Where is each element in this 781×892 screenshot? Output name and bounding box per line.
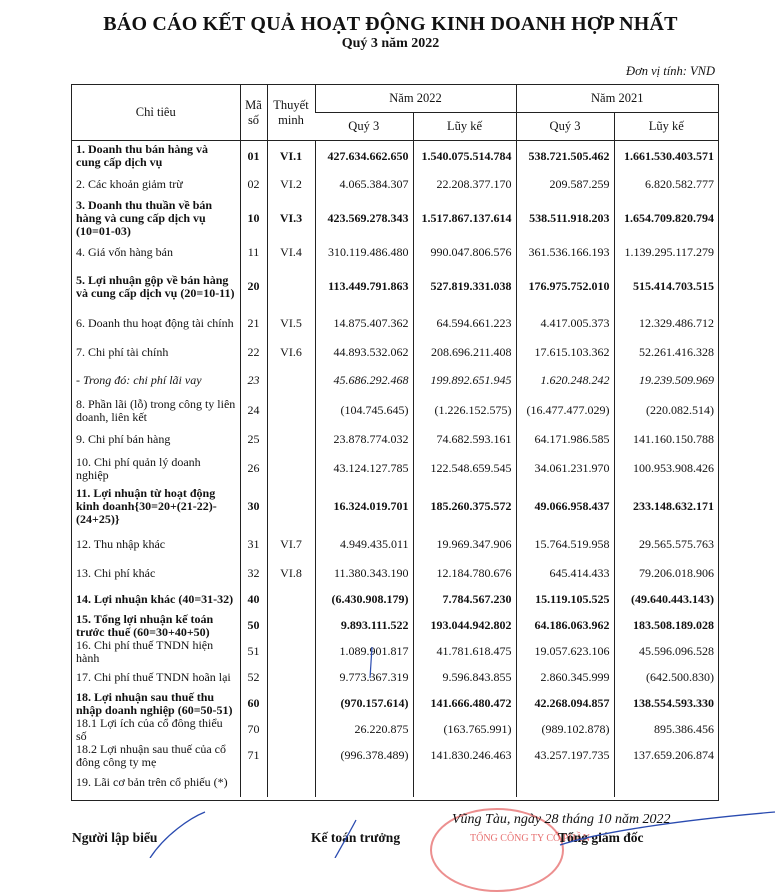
row-code: 70 [240, 717, 267, 743]
row-ytd-2021-value: (49.640.443.143) [614, 587, 718, 613]
row-q3-2022-value: 310.119.486.480 [315, 240, 413, 266]
row-q3-2021-value: 4.417.005.373 [516, 308, 614, 340]
row-ytd-2022-value: 208.696.211.408 [413, 340, 516, 366]
signing-date: Vũng Tàu, ngày 28 tháng 10 năm 2022 [452, 812, 671, 827]
row-q3-2021-value: 1.620.248.242 [516, 366, 614, 395]
row-q3-2021-value: 19.057.623.106 [516, 639, 614, 665]
row-ytd-2022-value: 74.682.593.161 [413, 427, 516, 453]
row-ytd-2021-value: 52.261.416.328 [614, 340, 718, 366]
row-ytd-2022-value: 141.830.246.463 [413, 743, 516, 769]
chief-accountant-label: Kế toán trưởng [311, 830, 401, 845]
row-note: VI.2 [267, 172, 315, 198]
stamp-text: TỔNG CÔNG TY CỔ PHẦN [470, 833, 591, 844]
row-indicator-name: 19. Lãi cơ bản trên cổ phiếu (*) [76, 775, 228, 789]
row-q3-2021-value: 2.860.345.999 [516, 665, 614, 691]
report-subtitle: Quý 3 năm 2022 [341, 36, 440, 51]
director-label: Tổng giám đốc [558, 830, 644, 845]
row-ytd-2021-value: (220.082.514) [614, 395, 718, 427]
row-q3-2022-value: 16.324.019.701 [315, 485, 413, 529]
row-ytd-2021-value [614, 769, 718, 797]
row-q3-2021-value: 43.257.197.735 [516, 743, 614, 769]
row-ytd-2021-value: 29.565.575.763 [614, 529, 718, 561]
row-q3-2022-value: 4.949.435.011 [315, 529, 413, 561]
row-q3-2022-value: 427.634.662.650 [315, 141, 413, 172]
table-row [72, 366, 718, 395]
table-row [72, 691, 718, 717]
row-ytd-2021-value: 141.160.150.788 [614, 427, 718, 453]
row-note: VI.3 [267, 198, 315, 240]
row-code: 02 [240, 172, 267, 198]
header-year-2022: Năm 2022 [315, 85, 516, 113]
table-row [72, 308, 718, 340]
preparer-label: Người lập biểu [72, 830, 158, 845]
row-code: 51 [240, 639, 267, 665]
row-q3-2022-value: 45.686.292.468 [315, 366, 413, 395]
row-code: 11 [240, 240, 267, 266]
row-indicator-name: 12. Thu nhập khác [76, 537, 166, 551]
row-indicator-name: 8. Phần lãi (lỗ) trong công ty liên doanh, liên kết [76, 396, 236, 424]
row-note [267, 717, 315, 743]
row-ytd-2021-value: 183.508.189.028 [614, 613, 718, 639]
row-code: 23 [240, 366, 267, 395]
row-ytd-2022-value: 64.594.661.223 [413, 308, 516, 340]
table-row [72, 427, 718, 453]
row-ytd-2021-value: 45.596.096.528 [614, 639, 718, 665]
row-note [267, 769, 315, 797]
row-ytd-2021-value: 137.659.206.874 [614, 743, 718, 769]
row-ytd-2021-value: 19.239.509.969 [614, 366, 718, 395]
row-ytd-2022-value: 41.781.618.475 [413, 639, 516, 665]
row-q3-2022-value [315, 769, 413, 797]
row-code: 60 [240, 691, 267, 717]
table-row [72, 141, 718, 172]
row-note [267, 485, 315, 529]
row-code: 31 [240, 529, 267, 561]
row-indicator-name: 7. Chi phí tài chính [76, 345, 169, 359]
row-ytd-2021-value: 1.661.530.403.571 [614, 141, 718, 172]
row-q3-2022-value: 1.089.901.817 [315, 639, 413, 665]
row-code: 21 [240, 308, 267, 340]
row-note [267, 587, 315, 613]
row-indicator-name: 1. Doanh thu bán hàng và cung cấp dịch vụ [76, 142, 209, 170]
table-row [72, 639, 718, 665]
row-indicator-name: - Trong đó: chi phí lãi vay [76, 372, 202, 387]
header-q3-2022: Quý 3 [315, 113, 413, 141]
row-ytd-2021-value: 895.386.456 [614, 717, 718, 743]
row-code: 01 [240, 141, 267, 172]
row-indicator-name: 18.2 Lợi nhuận sau thuế của cổ đông công ty mẹ [76, 741, 226, 769]
row-q3-2022-value: 9.893.111.522 [315, 613, 413, 639]
row-code: 22 [240, 340, 267, 366]
row-code: 24 [240, 395, 267, 427]
row-ytd-2022-value: 199.892.651.945 [413, 366, 516, 395]
row-note [267, 743, 315, 769]
row-ytd-2022-value: 185.260.375.572 [413, 485, 516, 529]
row-q3-2022-value: 423.569.278.343 [315, 198, 413, 240]
row-code: 52 [240, 665, 267, 691]
table-row [72, 395, 718, 427]
table-row [72, 561, 718, 587]
row-q3-2021-value: 209.587.259 [516, 172, 614, 198]
row-note [267, 453, 315, 485]
row-ytd-2021-value: 1.654.709.820.794 [614, 198, 718, 240]
income-statement-table-frame [71, 84, 719, 801]
row-code: 26 [240, 453, 267, 485]
row-ytd-2022-value: 990.047.806.576 [413, 240, 516, 266]
row-q3-2022-value: (104.745.645) [315, 395, 413, 427]
row-code: 25 [240, 427, 267, 453]
table-row [72, 340, 718, 366]
table-row [72, 172, 718, 198]
row-ytd-2022-value: 1.517.867.137.614 [413, 198, 516, 240]
row-indicator-name: 14. Lợi nhuận khác (40=31-32) [76, 592, 234, 606]
row-q3-2022-value: 26.220.875 [315, 717, 413, 743]
row-note: VI.4 [267, 240, 315, 266]
header-code: Mã số [240, 85, 267, 141]
row-indicator-name: 11. Lợi nhuận từ hoạt động kinh doanh{30=20+(21-22)-(24+25)} [76, 486, 217, 526]
row-q3-2022-value: 23.878.774.032 [315, 427, 413, 453]
row-q3-2021-value: (16.477.477.029) [516, 395, 614, 427]
row-ytd-2022-value: 141.666.480.472 [413, 691, 516, 717]
row-ytd-2022-value: (163.765.991) [413, 717, 516, 743]
row-ytd-2022-value: 9.596.843.855 [413, 665, 516, 691]
row-q3-2021-value: (989.102.878) [516, 717, 614, 743]
row-q3-2022-value: (6.430.908.179) [315, 587, 413, 613]
row-q3-2021-value: 64.171.986.585 [516, 427, 614, 453]
row-indicator-name: 18. Lợi nhuận sau thuế thu nhập doanh nghiệp (60=50-51) [76, 689, 233, 717]
table-row [72, 485, 718, 529]
row-code: 10 [240, 198, 267, 240]
header-indicator: Chỉ tiêu [72, 85, 240, 141]
row-ytd-2021-value: 138.554.593.330 [614, 691, 718, 717]
row-q3-2021-value: 15.764.519.958 [516, 529, 614, 561]
row-ytd-2022-value: 527.819.331.038 [413, 266, 516, 308]
row-q3-2021-value: 538.511.918.203 [516, 198, 614, 240]
row-code: 40 [240, 587, 267, 613]
row-q3-2021-value: 538.721.505.462 [516, 141, 614, 172]
row-indicator-name: 3. Doanh thu thuần về bán hàng và cung cấp dịch vụ (10=01-03) [76, 198, 213, 238]
table-row [72, 743, 718, 769]
row-code: 32 [240, 561, 267, 587]
table-row [72, 587, 718, 613]
row-code [240, 769, 267, 797]
row-note [267, 266, 315, 308]
table-row [72, 240, 718, 266]
row-ytd-2021-value: 1.139.295.117.279 [614, 240, 718, 266]
header-year-2021: Năm 2021 [516, 85, 718, 113]
row-q3-2022-value: 4.065.384.307 [315, 172, 413, 198]
row-note: VI.7 [267, 529, 315, 561]
row-ytd-2021-value: 79.206.018.906 [614, 561, 718, 587]
row-note: VI.1 [267, 141, 315, 172]
row-q3-2022-value: 14.875.407.362 [315, 308, 413, 340]
row-ytd-2022-value: 12.184.780.676 [413, 561, 516, 587]
row-q3-2021-value: 645.414.433 [516, 561, 614, 587]
row-code: 71 [240, 743, 267, 769]
row-ytd-2022-value: 122.548.659.545 [413, 453, 516, 485]
row-q3-2022-value: 11.380.343.190 [315, 561, 413, 587]
row-q3-2022-value: (970.157.614) [315, 691, 413, 717]
row-q3-2021-value: 17.615.103.362 [516, 340, 614, 366]
table-row [72, 529, 718, 561]
header-ytd-2021: Lũy kế [614, 113, 718, 141]
income-statement-table [72, 85, 718, 797]
row-ytd-2022-value: 19.969.347.906 [413, 529, 516, 561]
row-indicator-name: 15. Tổng lợi nhuận kế toán trước thuế (60=30+40+50) [76, 611, 214, 639]
header-ytd-2022: Lũy kế [413, 113, 516, 141]
table-row [72, 266, 718, 308]
row-ytd-2022-value: 7.784.567.230 [413, 587, 516, 613]
row-q3-2021-value: 49.066.958.437 [516, 485, 614, 529]
row-q3-2022-value: 43.124.127.785 [315, 453, 413, 485]
row-indicator-name: 2. Các khoản giảm trừ [76, 177, 183, 191]
table-row [72, 769, 718, 797]
row-ytd-2022-value: 1.540.075.514.784 [413, 141, 516, 172]
row-note [267, 427, 315, 453]
row-q3-2021-value: 15.119.105.525 [516, 587, 614, 613]
row-indicator-name: 5. Lợi nhuận gộp về bán hàng và cung cấp dịch vụ (20=10-11) [76, 272, 235, 300]
row-indicator-name: 16. Chi phí thuế TNDN hiện hành [76, 637, 214, 665]
row-q3-2022-value: (996.378.489) [315, 743, 413, 769]
table-row [72, 717, 718, 743]
row-note: VI.6 [267, 340, 315, 366]
row-ytd-2022-value [413, 769, 516, 797]
row-q3-2021-value: 361.536.166.193 [516, 240, 614, 266]
table-row [72, 453, 718, 485]
row-ytd-2022-value: 22.208.377.170 [413, 172, 516, 198]
row-q3-2021-value [516, 769, 614, 797]
row-code: 30 [240, 485, 267, 529]
row-q3-2022-value: 9.773.367.319 [315, 665, 413, 691]
table-row [72, 665, 718, 691]
row-q3-2021-value: 64.186.063.962 [516, 613, 614, 639]
row-indicator-name: 9. Chi phí bán hàng [76, 432, 171, 446]
table-body [72, 141, 718, 797]
header-q3-2021: Quý 3 [516, 113, 614, 141]
row-note [267, 613, 315, 639]
row-ytd-2021-value: (642.500.830) [614, 665, 718, 691]
row-indicator-name: 13. Chi phí khác [76, 566, 156, 580]
row-note [267, 395, 315, 427]
row-q3-2021-value: 34.061.231.970 [516, 453, 614, 485]
row-indicator-name: 18.1 Lợi ích của cổ đông thiểu số [76, 715, 223, 743]
row-indicator-name: 17. Chi phí thuế TNDN hoãn lại [76, 670, 231, 684]
row-note [267, 639, 315, 665]
row-q3-2021-value: 176.975.752.010 [516, 266, 614, 308]
row-ytd-2022-value: (1.226.152.575) [413, 395, 516, 427]
table-row [72, 613, 718, 639]
row-code: 50 [240, 613, 267, 639]
row-note: VI.8 [267, 561, 315, 587]
row-ytd-2021-value: 515.414.703.515 [614, 266, 718, 308]
row-ytd-2021-value: 100.953.908.426 [614, 453, 718, 485]
row-q3-2022-value: 44.893.532.062 [315, 340, 413, 366]
row-note [267, 366, 315, 395]
row-indicator-name: 10. Chi phí quản lý doanh nghiệp [76, 454, 201, 482]
row-ytd-2021-value: 6.820.582.777 [614, 172, 718, 198]
row-q3-2021-value: 42.268.094.857 [516, 691, 614, 717]
row-indicator-name: 4. Giá vốn hàng bán [76, 245, 173, 259]
row-code: 20 [240, 266, 267, 308]
row-ytd-2021-value: 233.148.632.171 [614, 485, 718, 529]
row-indicator-name: 6. Doanh thu hoạt động tài chính [76, 316, 234, 330]
row-ytd-2022-value: 193.044.942.802 [413, 613, 516, 639]
currency-unit: Đơn vị tính: VND [626, 64, 715, 78]
row-note [267, 691, 315, 717]
row-ytd-2021-value: 12.329.486.712 [614, 308, 718, 340]
report-title: BÁO CÁO KẾT QUẢ HOẠT ĐỘNG KINH DOANH HỢP NHẤT [103, 13, 678, 35]
row-q3-2022-value: 113.449.791.863 [315, 266, 413, 308]
row-note [267, 665, 315, 691]
header-note: Thuyết minh [267, 85, 315, 141]
table-row [72, 198, 718, 240]
row-note: VI.5 [267, 308, 315, 340]
